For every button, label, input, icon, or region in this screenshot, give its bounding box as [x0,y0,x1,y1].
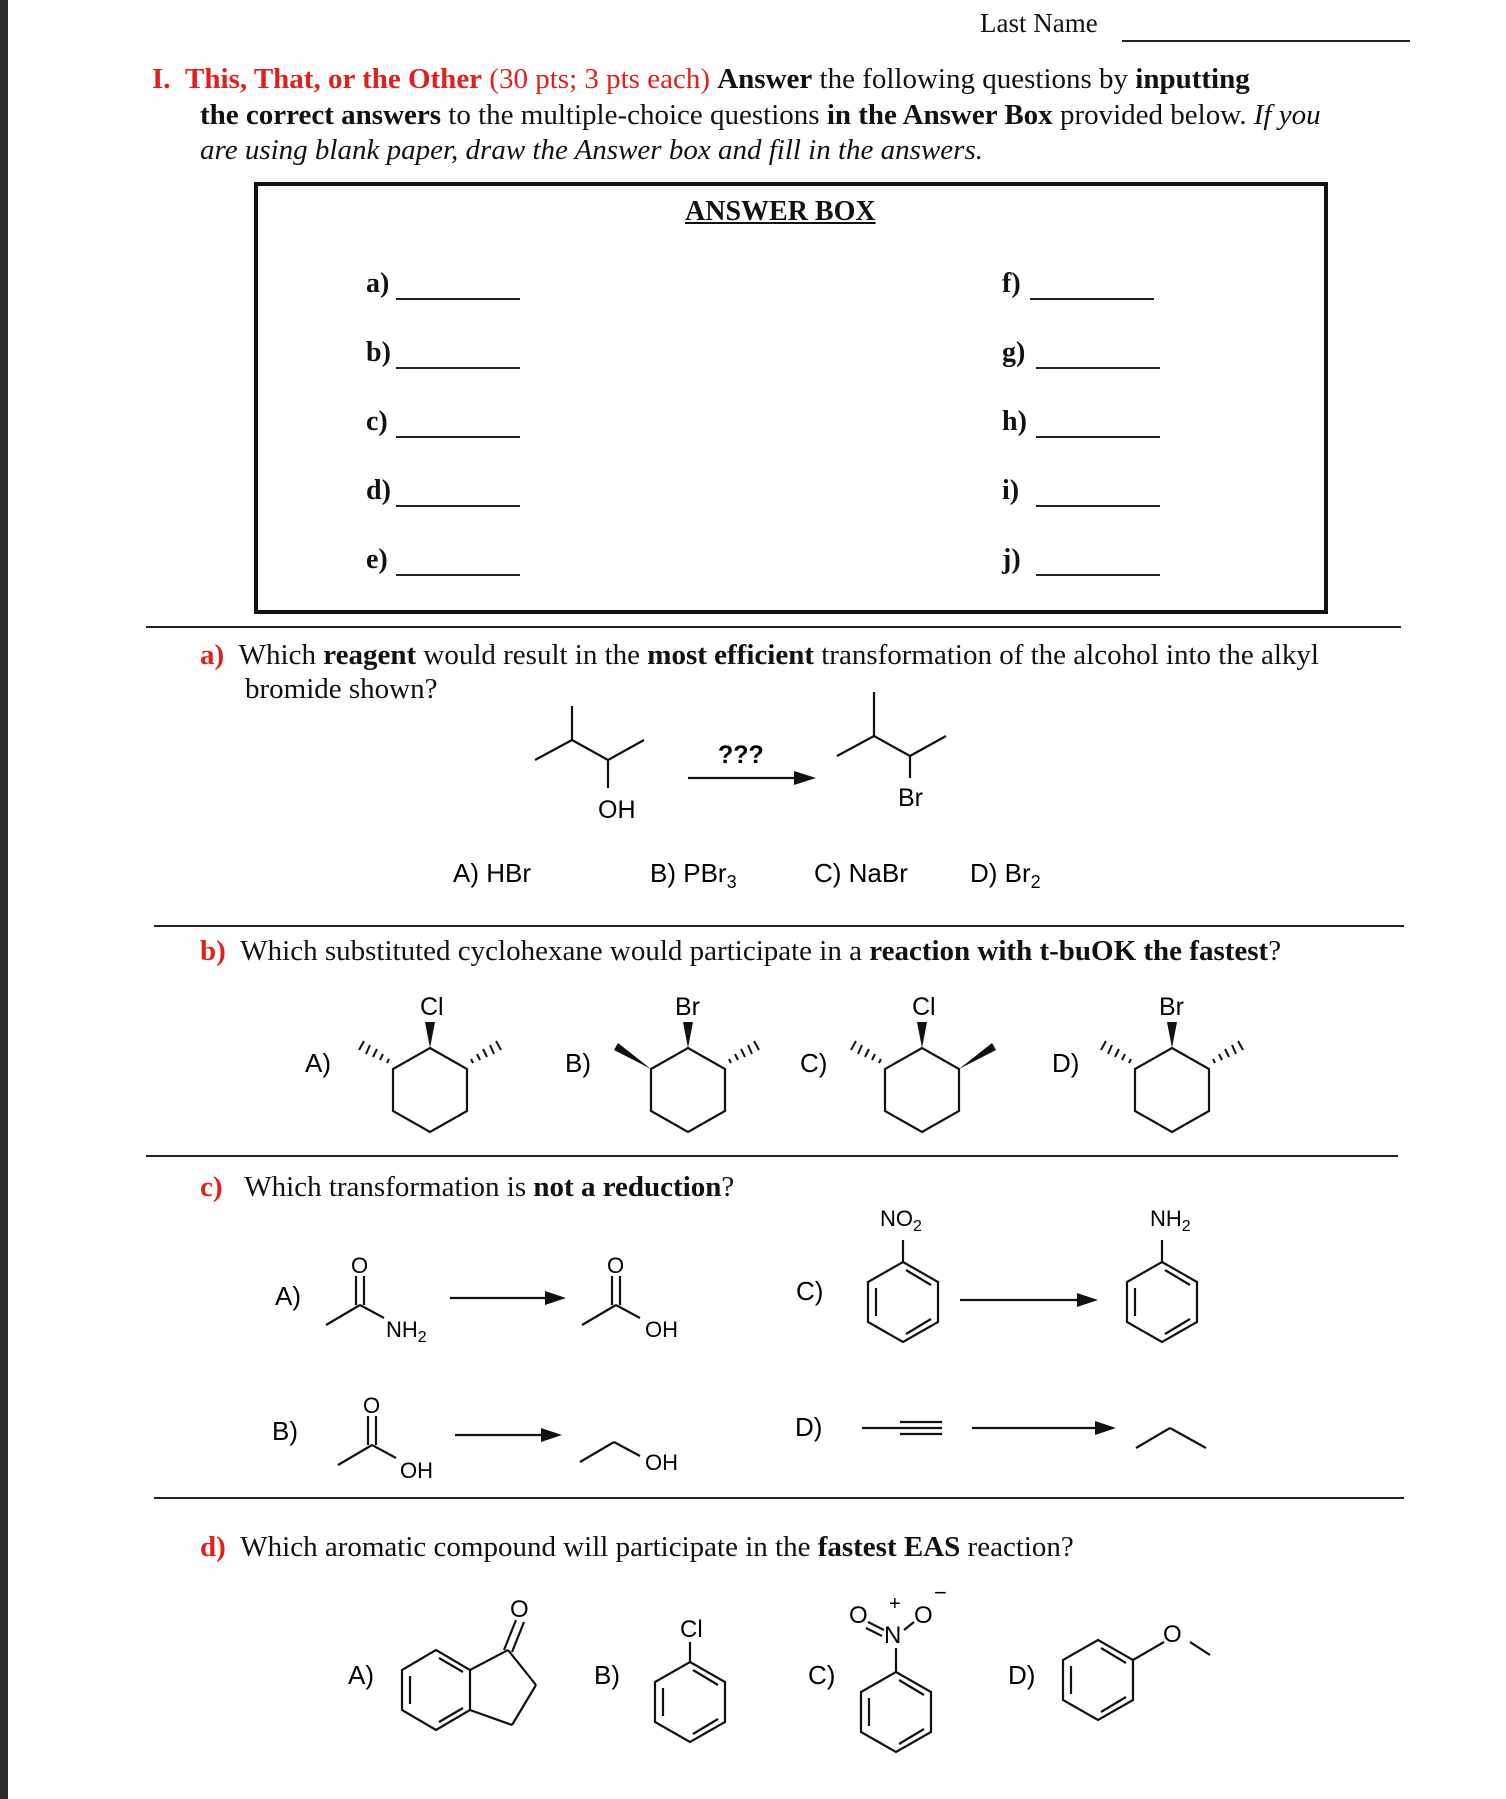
section-points: (30 pts; 3 pts each) [489,63,710,95]
answer-label-f: f) [1002,268,1021,299]
arrow-label: ??? [718,741,764,769]
option-a-letter: A) [348,1660,374,1690]
nitro-o: O [849,1602,868,1629]
section-instructions: the correct answers to the multiple-choice questions in the Answer Box provided below. If you [200,99,1321,131]
answer-label-a: a) [366,268,390,299]
minus-charge: − [934,1580,947,1605]
question-a-label: a) [200,639,225,671]
option-d-letter: D) [795,1412,823,1442]
last-name-label: Last Name [980,8,1098,38]
answer-label-e: e) [366,544,388,575]
choice-c: C) NaBr [814,858,908,888]
nitro-o-minus: O [914,1602,933,1629]
answer-label-c: c) [366,406,388,437]
substituent-b: Br [675,993,700,1021]
question-c-label: c) [200,1171,223,1203]
indanone-structure [402,1620,536,1730]
nh2-label: $NH_2$ [386,1317,427,1346]
question-d-text: d) Which aromatic compound will participate in the fastest EAS reaction? [200,1531,1074,1563]
carbonyl-o: O [351,1253,369,1278]
answer-label-b: b) [366,337,391,368]
choice-a: A) HBr [453,858,531,888]
answer-label-j: j) [1002,544,1021,575]
answer-box-title: ANSWER BOX [685,196,876,227]
oh-label: OH [598,796,636,824]
option-a-letter: A) [275,1281,301,1311]
section-heading: I. This, That, or the Other (30 pts; 3 pts each) Answer the following questions by inputting [152,63,1250,95]
no2-label: $NO_2$ [880,1206,922,1235]
answer-label-i: i) [1002,475,1020,506]
ketone-o: O [510,1596,529,1623]
substituent-d: Br [1159,993,1184,1021]
option-c-letter: C) [808,1660,836,1690]
cl-label: Cl [680,1616,703,1643]
option-d-letter: D) [1052,1048,1080,1078]
option-c-letter: C) [800,1048,828,1078]
substituent-a: Cl [420,993,444,1021]
nitro-n: N [884,1622,902,1649]
question-a-text-2: bromide shown? [245,673,438,705]
option-a-letter: A) [305,1048,331,1078]
question-a-text: a) Which reagent would result in the most efficient transformation of the alcohol into the alkyl [200,639,1319,671]
option-d-letter: D) [1008,1660,1036,1690]
choice-b: B) PBr$_3$ [650,858,737,892]
answer-label-h: h) [1002,406,1027,437]
section-title: This, That, or the Other [185,63,483,95]
answer-label-d: d) [366,475,391,506]
option-b-letter: B) [565,1048,591,1078]
nh2-label: $NH_2$ [1150,1206,1191,1235]
oh-label: OH [645,1450,678,1475]
oh-label: OH [400,1458,433,1483]
oh-label: OH [645,1317,678,1342]
option-c-letter: C) [796,1276,824,1306]
option-b-letter: B) [272,1416,298,1446]
choice-d: D) $Br_2$ [970,858,1041,892]
carbonyl-o: O [607,1253,625,1278]
chlorobenzene-structure [655,1642,725,1742]
answer-label-g: g) [1002,337,1026,368]
plus-charge: + [889,1593,901,1615]
br-label: Br [898,784,923,812]
carbonyl-o: O [363,1393,381,1418]
section-instructions-2: are using blank paper, draw the Answer box and fill in the answers. [200,134,983,166]
question-d-label: d) [200,1531,226,1563]
question-c-text: c) Which transformation is not a reduction? [200,1171,735,1203]
question-b-text: b) Which substituted cyclohexane would participate in a reaction with t-buOK the fastest? [200,935,1282,967]
anisole-structure [1063,1640,1210,1720]
substituent-c: Cl [912,993,936,1021]
option-b-letter: B) [594,1660,620,1690]
question-b-label: b) [200,935,226,967]
section-number: I. [152,63,171,95]
ether-o: O [1163,1621,1182,1648]
